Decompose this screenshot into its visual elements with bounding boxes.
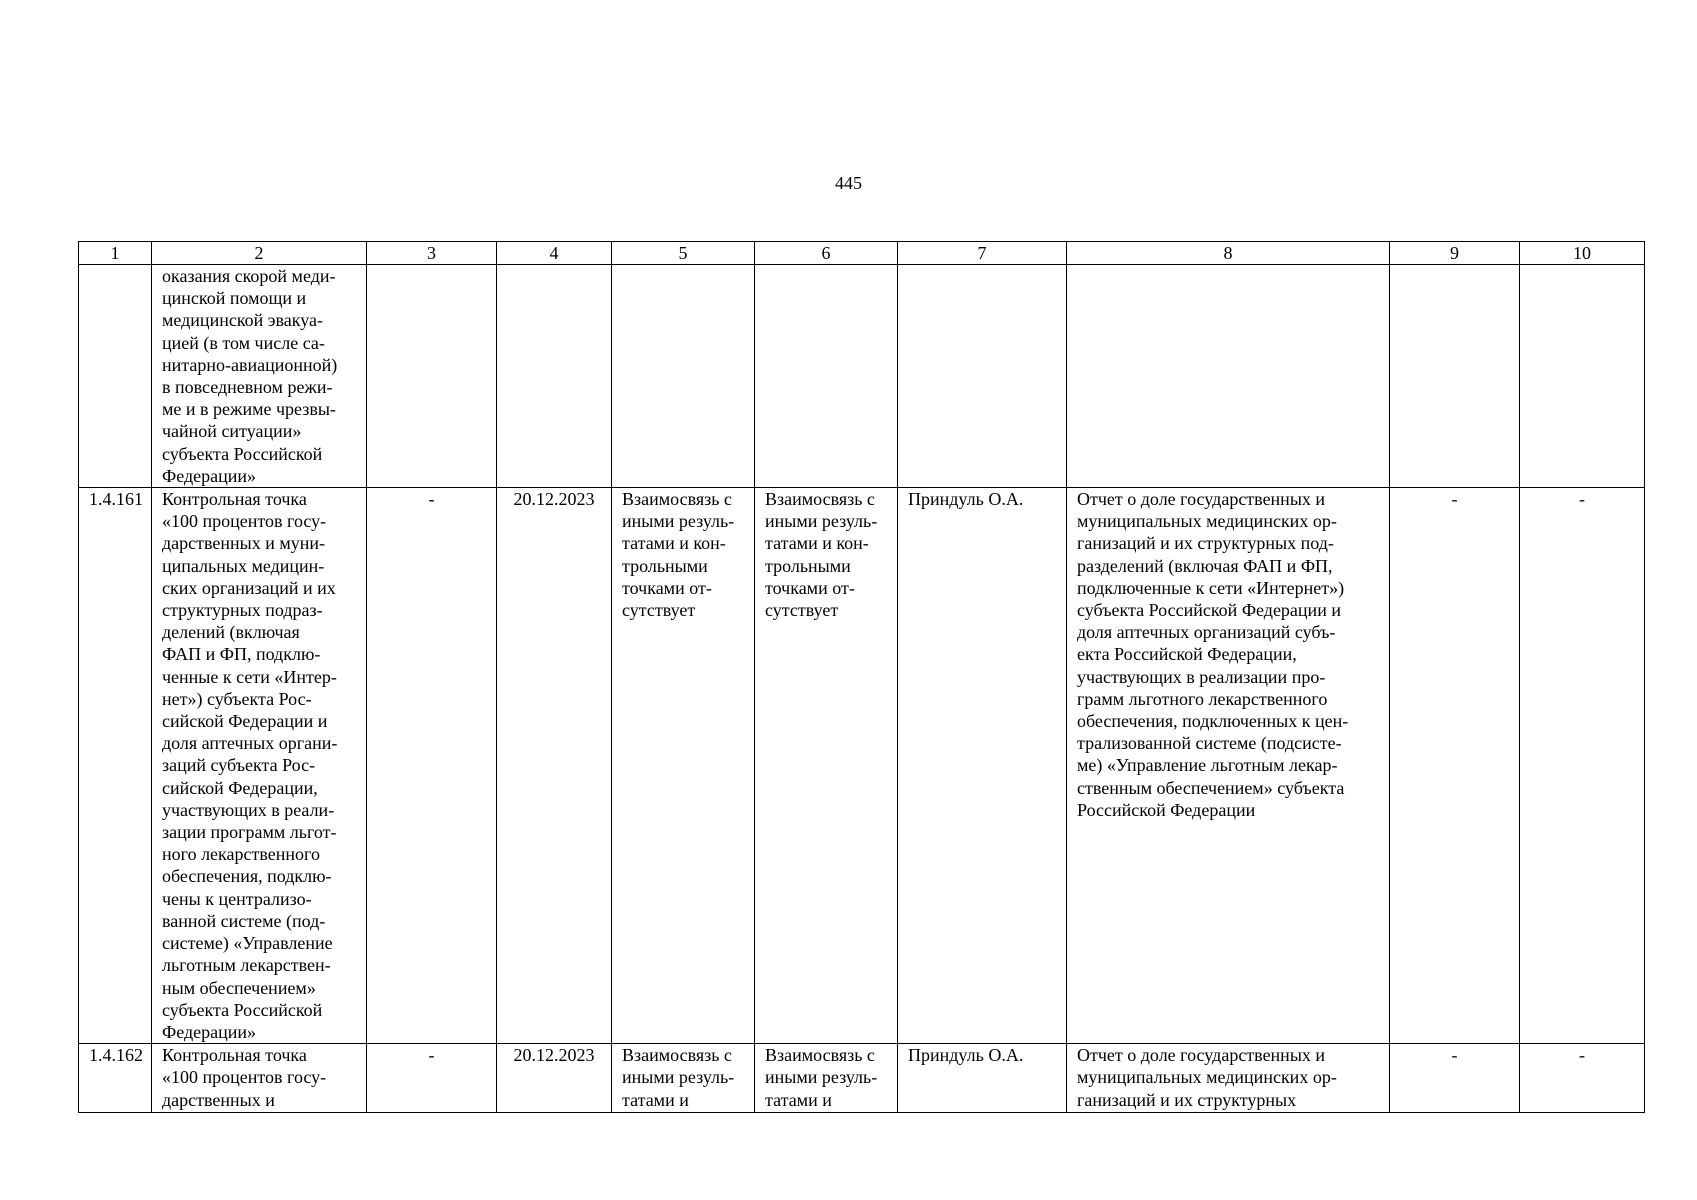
row-number-cell: 1.4.162 (79, 1044, 152, 1113)
item-name-cell: оказания скорой меди- цинской помощи и медицинской эвакуа- цией (в том числе са- нитарно-авиационной) в повседневном режи- ме и в режиме чрезвы- чайной ситуации» субъекта Российской Федерации» (152, 265, 367, 488)
page-number: 445 (835, 173, 862, 193)
column-10-cell: - (1520, 488, 1645, 1044)
document-cell (1067, 265, 1390, 488)
row-number-cell (79, 265, 152, 488)
date-cell: 20.12.2023 (497, 1044, 612, 1113)
date-cell (497, 265, 612, 488)
column-9-cell: - (1390, 488, 1520, 1044)
column-10-cell: - (1520, 1044, 1645, 1113)
table-row (79, 1044, 1645, 1113)
responsible-cell: Приндуль О.А. (898, 488, 1067, 1044)
item-name-cell: Контрольная точка «100 процентов госу- дарственных и (152, 1044, 367, 1113)
column-6-cell (755, 265, 898, 488)
column-5-cell (612, 265, 755, 488)
column-10-cell (1520, 265, 1645, 488)
header-cell: 7 (898, 242, 1067, 265)
header-cell: 4 (497, 242, 612, 265)
table-row (79, 265, 1645, 488)
header-cell: 1 (79, 242, 152, 265)
responsible-cell (898, 265, 1067, 488)
column-6-cell: Взаимосвязь с иными резуль- татами и (755, 1044, 898, 1113)
document-table (78, 241, 1645, 1113)
header-cell: 5 (612, 242, 755, 265)
header-cell: 3 (367, 242, 497, 265)
header-cell: 6 (755, 242, 898, 265)
column-5-cell: Взаимосвязь с иными резуль- татами и (612, 1044, 755, 1113)
table-header-row (79, 242, 1645, 265)
document-cell: Отчет о доле государственных и муниципальных медицинских ор- ганизаций и их структурных (1067, 1044, 1390, 1113)
column-3-cell: - (367, 1044, 497, 1113)
item-name-cell: Контрольная точка «100 процентов госу- дарственных и муни- ципальных медицин- ских организаций и их структурных подраз- делений (включая ФАП и ФП, подклю- ченные к сети «Интер- нет») субъекта Рос- сийской Федерации и доля аптечных органи- заций субъекта Рос- сийской Федерации, участвующих в реали- зации программ льгот- ного лекарственного обеспечения, подклю- чены к централизо- ванной системе (под- системе) «Управление льготным лекарствен- ным обеспечением» субъекта Российской Федерации» (152, 488, 367, 1044)
row-number-cell: 1.4.161 (79, 488, 152, 1044)
header-cell: 10 (1520, 242, 1645, 265)
column-3-cell (367, 265, 497, 488)
column-9-cell (1390, 265, 1520, 488)
column-6-cell: Взаимосвязь с иными резуль- татами и кон- трольными точками от- сутствует (755, 488, 898, 1044)
column-3-cell: - (367, 488, 497, 1044)
column-5-cell: Взаимосвязь с иными резуль- татами и кон- трольными точками от- сутствует (612, 488, 755, 1044)
document-cell: Отчет о доле государственных и муниципальных медицинских ор- ганизаций и их структурных под- разделений (включая ФАП и ФП, подключенные к сети «Интернет») субъекта Российской Федерации и доля аптечных организаций субъ- екта Российской Федерации, участвующих в реализации про- грамм льготного лекарственного обеспечения, подключенных к цен- трализованной системе (подсисте- ме) «Управление льготным лекар- ственным обеспечением» субъекта Российской Федерации (1067, 488, 1390, 1044)
responsible-cell: Приндуль О.А. (898, 1044, 1067, 1113)
date-cell: 20.12.2023 (497, 488, 612, 1044)
header-cell: 9 (1390, 242, 1520, 265)
header-cell: 2 (152, 242, 367, 265)
header-cell: 8 (1067, 242, 1390, 265)
column-9-cell: - (1390, 1044, 1520, 1113)
table-row (79, 488, 1645, 1044)
